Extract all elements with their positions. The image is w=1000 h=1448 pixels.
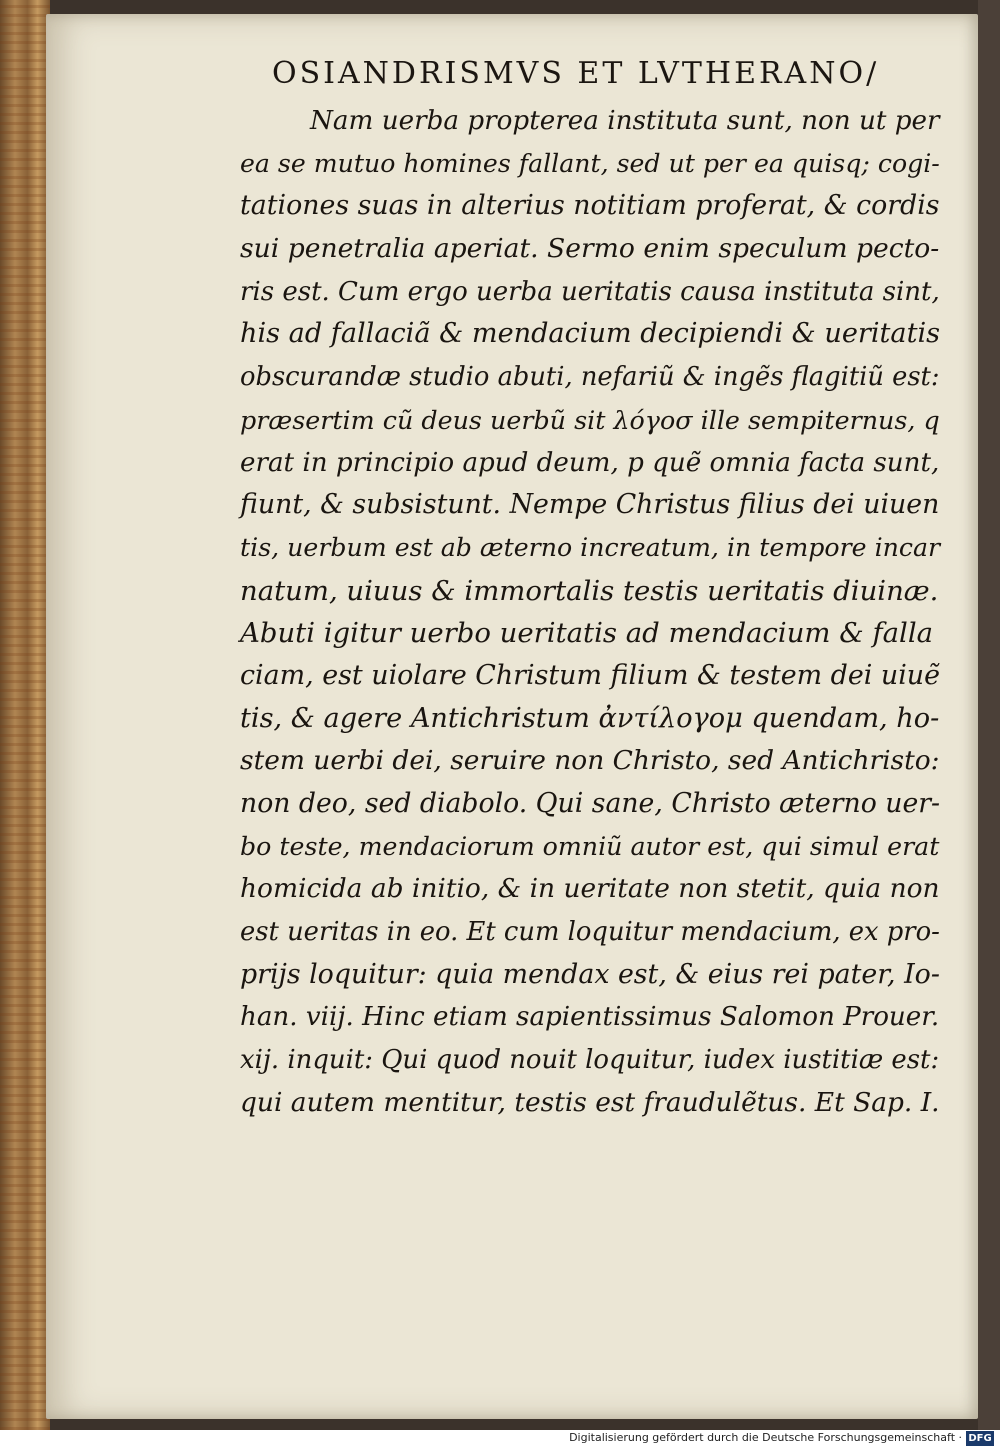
book-page-edges [0,0,50,1430]
body-text [240,100,940,1125]
text-line: his ad fallaciã & mendacium decipiendi & ueritatis [240,318,941,350]
text-line: natum, uiuus & immortalis testis ueritatis diuinæ. [240,574,939,607]
text-line: qui autem mentitur, testis est fraudulẽtus. Et Sap. I. [240,1086,940,1118]
dfg-logo: DFG [966,1431,994,1446]
text-line: erat in principio apud deum, p quẽ omnia facta sunt, [240,447,940,478]
text-line: ciam, est uiolare Christum filium & testem dei uiuẽ [240,659,941,691]
text-line: ris est. Cum ergo uerba ueritatis causa instituta sint, [240,276,940,307]
binding-shadow [978,0,1000,1430]
text-line: non deo, sed diabolo. Qui sane, Christo æterno uer- [240,788,941,819]
text-line: fiunt, & subsistunt. Nempe Christus filius dei uiuen [240,489,940,521]
text-line: homicida ab initio, & in ueritate non stetit, quia non [240,873,940,905]
text-line: han. viij. Hinc etiam sapientissimus Salomon Prouer. [240,1002,940,1033]
text-line: xij. inquit: Qui quod nouit loquitur, iudex iustitiæ est: [240,1045,940,1076]
text-line: præsertim cũ deus uerbũ sit λόγοσ ille sempiternus, q [240,404,940,435]
text-line: tis, & agere Antichristum ἀντίλογομ quendam, ho- [240,702,940,734]
text-line: tationes suas in alterius notitiam proferat, & cordis [240,190,940,222]
text-line: sui penetralia aperiat. Sermo enim speculum pecto- [240,233,940,265]
text-line: ea se mutuo homines fallant, sed ut per ea quisq; cogi- [240,148,940,178]
text-line: Nam uerba propterea instituta sunt, non ut per [310,106,940,136]
text-line: est ueritas in eo. Et cum loquitur mendacium, ex pro- [240,917,940,948]
text-line: obscurandæ studio abuti, nefariũ & ingẽs flagitiũ est: [240,362,940,393]
text-line: tis, uerbum est ab æterno increatum, in tempore incar [240,532,941,562]
text-line: Abuti igitur uerbo ueritatis ad mendacium & falla [240,617,934,650]
text-line: stem uerbi dei, seruire non Christo, sed Antichristo: [240,745,940,777]
running-title: OSIANDRISMVS ET LVTHERANO/ [272,56,880,91]
text-line: prijs loquitur: quia mendax est, & eius rei pater, Io- [240,958,940,990]
funding-credit: Digitalisierung gefördert durch die Deutsche Forschungsgemeinschaft · [569,1431,962,1444]
text-line: bo teste, mendaciorum omniũ autor est, qui simul erat [240,831,940,861]
